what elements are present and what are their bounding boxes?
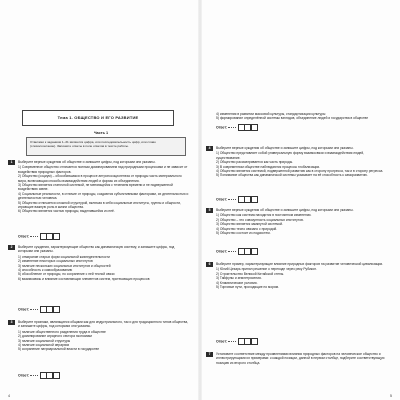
task-option: 3) Тайфуны и землетрясения. (216, 276, 262, 281)
answer-row-6 (216, 338, 257, 344)
task-option: 3) наличие нескольких социальных институтов и общностей (18, 263, 111, 268)
task-option: 5) Общество отличается сложной структурой, включая в себя социальные институты, группы и общности, играющие важную роль в жизни общества. (18, 200, 182, 210)
task-question: Выберите пример, характеризующие влияние природных факторов на развитие человеческой цивилизации. (216, 262, 384, 266)
page-number-right: 5 (390, 393, 392, 398)
task-option: 5) сохранение патриархальной власти в государстве (18, 347, 100, 352)
instructions-box: Ответами к заданиям 1–31 являются цифра, или последовательность цифр, или слово (словосочетание). Запишите ответы в поле ответов в тексте работы. (26, 137, 186, 156)
task-option: 6) взаимосвязь и влияние составляющих элементов систем, протекающих процессов (18, 276, 150, 281)
task-number: 5 (206, 208, 213, 213)
task-option: 3) Общество является статичной системой, не меняющейся с течением времени и не подверженной воздействию извне. (18, 183, 173, 192)
answer-label: Ответ: (216, 249, 228, 254)
answer-line (228, 127, 236, 128)
task-option: 3) Общество является замкнутой системой. (216, 222, 284, 227)
task-number: 2 (8, 245, 15, 250)
task-body (216, 262, 388, 289)
answer-cells[interactable] (238, 248, 257, 255)
task-option: 2) доминирование аграрного сектора экономики (18, 334, 92, 339)
answer-label: Ответ: (216, 125, 228, 130)
answer-label: Ответ: (18, 234, 30, 239)
task-question: Выберите суждения, характеризующие общество как динамическую систему, и запишите цифры, под которыми они указаны. (18, 245, 175, 254)
book-gutter (198, 0, 202, 400)
task-option: 4) способность к самообразованию (18, 268, 73, 273)
task-option: 4) наличие социальной иерархии (18, 343, 70, 348)
answer-label: Ответ: (18, 373, 30, 378)
task-option: 2) Общество – это совокупность социальных институтов. (216, 217, 304, 222)
task-body (216, 146, 388, 178)
answer-cells[interactable] (40, 372, 59, 379)
task-option: 4) Социальные реальности, в отличие от природы, создаются субъективными факторами, их деятельностью и деятельностью человека. (18, 191, 189, 201)
task-option: 2) изменение некоторых социальных институтов (18, 259, 93, 264)
task-question: Выберите верные суждения об обществе и запишите цифры, под которыми они указаны. (216, 208, 354, 212)
task-number: 4 (206, 146, 213, 151)
task-body (216, 208, 388, 235)
answer-line (30, 236, 38, 237)
task-question: Выберите верные суждения об обществе и запишите цифры, под которыми они указаны. (216, 146, 354, 150)
task-option: 4) Общество является системой, подверженной развитию как в сторону прогресса, так и в сторону регресса. (216, 169, 384, 174)
answer-label: Ответ: (216, 197, 228, 202)
topic-title: Тема 1. ОБЩЕСТВО И ЕГО РАЗВИТИЕ (22, 110, 174, 126)
task-option: 1) наличие общественного разделения труда в обществе (18, 329, 106, 334)
answer-cells[interactable] (40, 233, 59, 240)
answer-row-5 (216, 248, 257, 254)
answer-row-1 (18, 233, 59, 239)
task-option: 5) Понимание общества как динамической системы указывает на её способность к саморазвитию. (216, 173, 368, 178)
answer-row-3 (18, 372, 59, 378)
answer-line (30, 309, 38, 310)
task-option: 3) наличие социальной структуры (18, 338, 71, 343)
task-question: Выберите признаки, являющиеся общими как для индустриального, так и для традиционного типов общества, и запишите цифры, под которыми они указаны. (18, 320, 189, 329)
answer-row-4 (216, 196, 257, 202)
task-option: 3) В современном обществе наблюдаются процессы глобализации. (216, 164, 321, 169)
answer-row-2 (18, 306, 59, 312)
task-option: 5) формирование определённой системы взглядов, объединение людей и государства в обществе (216, 116, 369, 121)
right-page (206, 0, 392, 400)
task-option: 4) Климатические условия. (216, 280, 258, 285)
task-option: 1) Юлий Цезарь принял решение о переходе через реку Рубикон. (216, 267, 317, 272)
task-option: 2) Общество (социум) – обособившаяся в процессе антропосоциогенеза от природы часть материального мира, включающая способы взаимодействия людей и формы их объединения. (18, 174, 182, 183)
answer-line (228, 199, 236, 200)
task-option: 5) Торговые пути, проходящие по морям. (216, 285, 279, 290)
task-body (216, 352, 388, 366)
answer-line (228, 341, 236, 342)
task-option: 5) Общество состоит из подсистем. (216, 231, 271, 236)
task-number: 3 (8, 320, 15, 325)
task-question: Выберите верные суждения об обществе и запишите цифры, под которыми они указаны. (18, 160, 156, 164)
page-number-left: 4 (8, 393, 10, 398)
task-body (18, 320, 190, 352)
task-number: 7 (206, 352, 213, 357)
task-option: 5) обособление от природы, но сохранение с ней тесной связи (18, 272, 115, 277)
task-option: 1) Общество представляет собой универсальную форму взаимосвязи и взаимодействия людей, существование. (216, 151, 365, 160)
answer-line (228, 251, 236, 252)
task-body (18, 245, 190, 281)
task-number: 6 (206, 262, 213, 267)
task-question: Установите соответствие между проявлениями влияния природных факторов на человеческое общество и иллюстрирующими их примерами: к каждой позиции, данной в первом столбце, подберите соответствующую позицию из второго столбца. (216, 352, 385, 365)
part-title: Часть 1 (93, 131, 109, 135)
task-option: 1) отмирание старых форм социальной жизнедеятельности (18, 254, 110, 259)
task-option: 4) Общество тесно связано с природой. (216, 226, 278, 231)
answer-cells[interactable] (238, 338, 257, 345)
task-body (216, 112, 388, 121)
answer-label: Ответ: (216, 339, 228, 344)
task-body (18, 160, 190, 214)
answer-cells[interactable] (238, 196, 257, 203)
answer-line (30, 375, 38, 376)
answer-cells[interactable] (238, 124, 257, 131)
task-option: 4) изменения в развитии массовой культуры, стандартизации культуры (216, 112, 326, 116)
task-option: 1) Современное общество отличается полным доминированием над природными процессами и не зависит от воздействия природных факторов. (18, 165, 188, 174)
task-option: 1) Общество как система находится в постоянном изменении. (216, 213, 312, 218)
left-page (8, 0, 194, 400)
task-number: 1 (8, 160, 15, 165)
answer-label: Ответ: (18, 307, 30, 312)
answer-row-continued (216, 124, 257, 130)
task-option: 6) Общество является частью природы, выделившейся из неё. (18, 209, 115, 214)
answer-cells[interactable] (40, 306, 59, 313)
task-option: 2) Строительство Великой Китайской стены. (216, 271, 285, 276)
task-option: 2) Общество рассматривается как часть природы. (216, 160, 294, 165)
